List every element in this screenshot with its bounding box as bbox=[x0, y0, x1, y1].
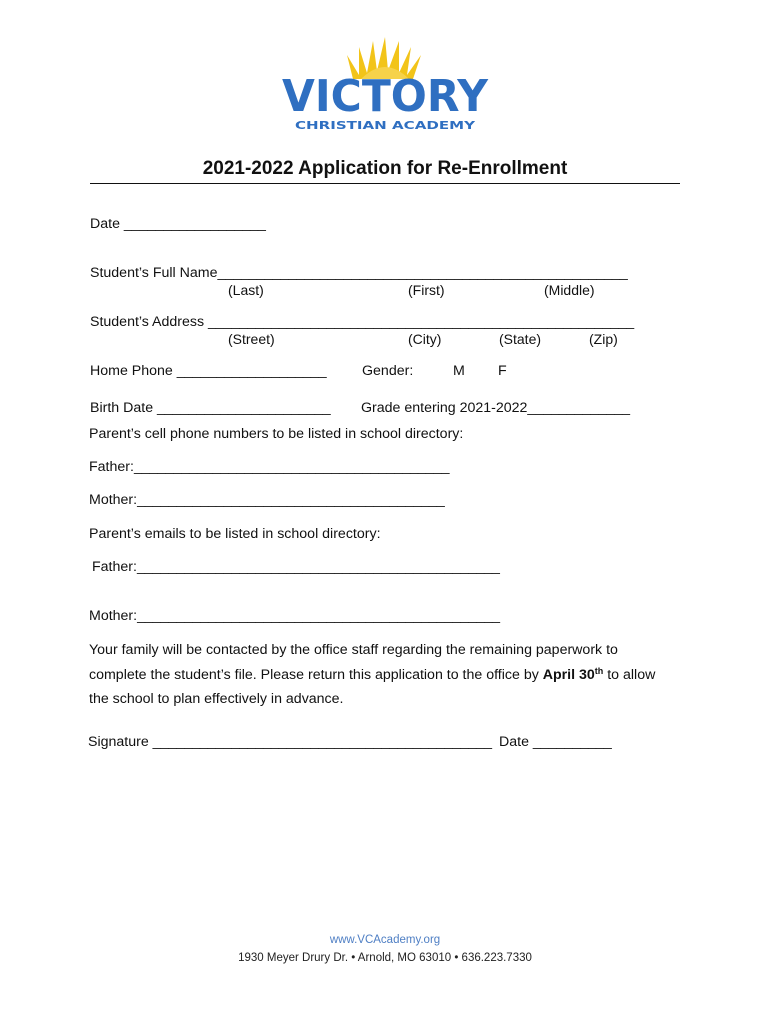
signature-date-field[interactable]: Date __________ bbox=[499, 734, 612, 750]
name-middle-label: (Middle) bbox=[544, 282, 595, 298]
notice-deadline-suffix: th bbox=[594, 665, 604, 676]
return-notice bbox=[89, 638, 669, 712]
address-field[interactable]: Student’s Address ______________________________________________________ bbox=[90, 314, 635, 330]
logo-subtitle: CHRISTIAN ACADEMY bbox=[295, 119, 477, 132]
gender-option-f[interactable]: F bbox=[498, 363, 507, 379]
address-zip-label: (Zip) bbox=[589, 331, 618, 347]
mother-cell-field[interactable]: Mother:_______________________________________ bbox=[89, 492, 445, 508]
emails-heading: Parent’s emails to be listed in school directory: bbox=[89, 526, 381, 542]
signature-field[interactable]: Signature ___________________________________________ bbox=[88, 734, 492, 750]
full-name-field[interactable]: Student’s Full Name____________________________________________________ bbox=[90, 265, 628, 281]
website-link[interactable]: www.VCAcademy.org bbox=[329, 934, 441, 946]
notice-text-1: Your family will be contacted by the office staff regarding the remaining paperwork to complete the student’s file. Please return this application to the office by bbox=[89, 642, 618, 683]
address-street-label: (Street) bbox=[228, 331, 275, 347]
page-title: 2021-2022 Application for Re-Enrollment bbox=[90, 158, 680, 184]
father-cell-field[interactable]: Father:________________________________________ bbox=[89, 459, 450, 475]
logo-word: VICTORY bbox=[282, 71, 490, 122]
address-city-label: (City) bbox=[408, 331, 442, 347]
birth-date-field[interactable]: Birth Date ______________________ bbox=[90, 400, 331, 416]
mother-email-field[interactable]: Mother:______________________________________________ bbox=[89, 608, 501, 624]
father-email-field[interactable]: Father:______________________________________________ bbox=[92, 559, 500, 575]
notice-text-2: to allow the school to plan effectively in advance. bbox=[89, 666, 656, 707]
gender-label: Gender: bbox=[362, 363, 414, 379]
date-field[interactable]: Date __________________ bbox=[90, 216, 266, 232]
notice-deadline: April 30 bbox=[542, 666, 595, 683]
school-logo bbox=[275, 33, 495, 133]
cell-phones-heading: Parent’s cell phone numbers to be listed in school directory: bbox=[89, 426, 464, 442]
footer-address: 1930 Meyer Drury Dr. • Arnold, MO 63010 • 636.223.7330 bbox=[238, 952, 532, 964]
gender-option-m[interactable]: M bbox=[453, 363, 465, 379]
grade-field[interactable]: Grade entering 2021-2022_____________ bbox=[361, 400, 631, 416]
name-last-label: (Last) bbox=[228, 282, 264, 298]
name-first-label: (First) bbox=[408, 282, 445, 298]
address-state-label: (State) bbox=[499, 331, 542, 347]
home-phone-field[interactable]: Home Phone ___________________ bbox=[90, 363, 327, 379]
